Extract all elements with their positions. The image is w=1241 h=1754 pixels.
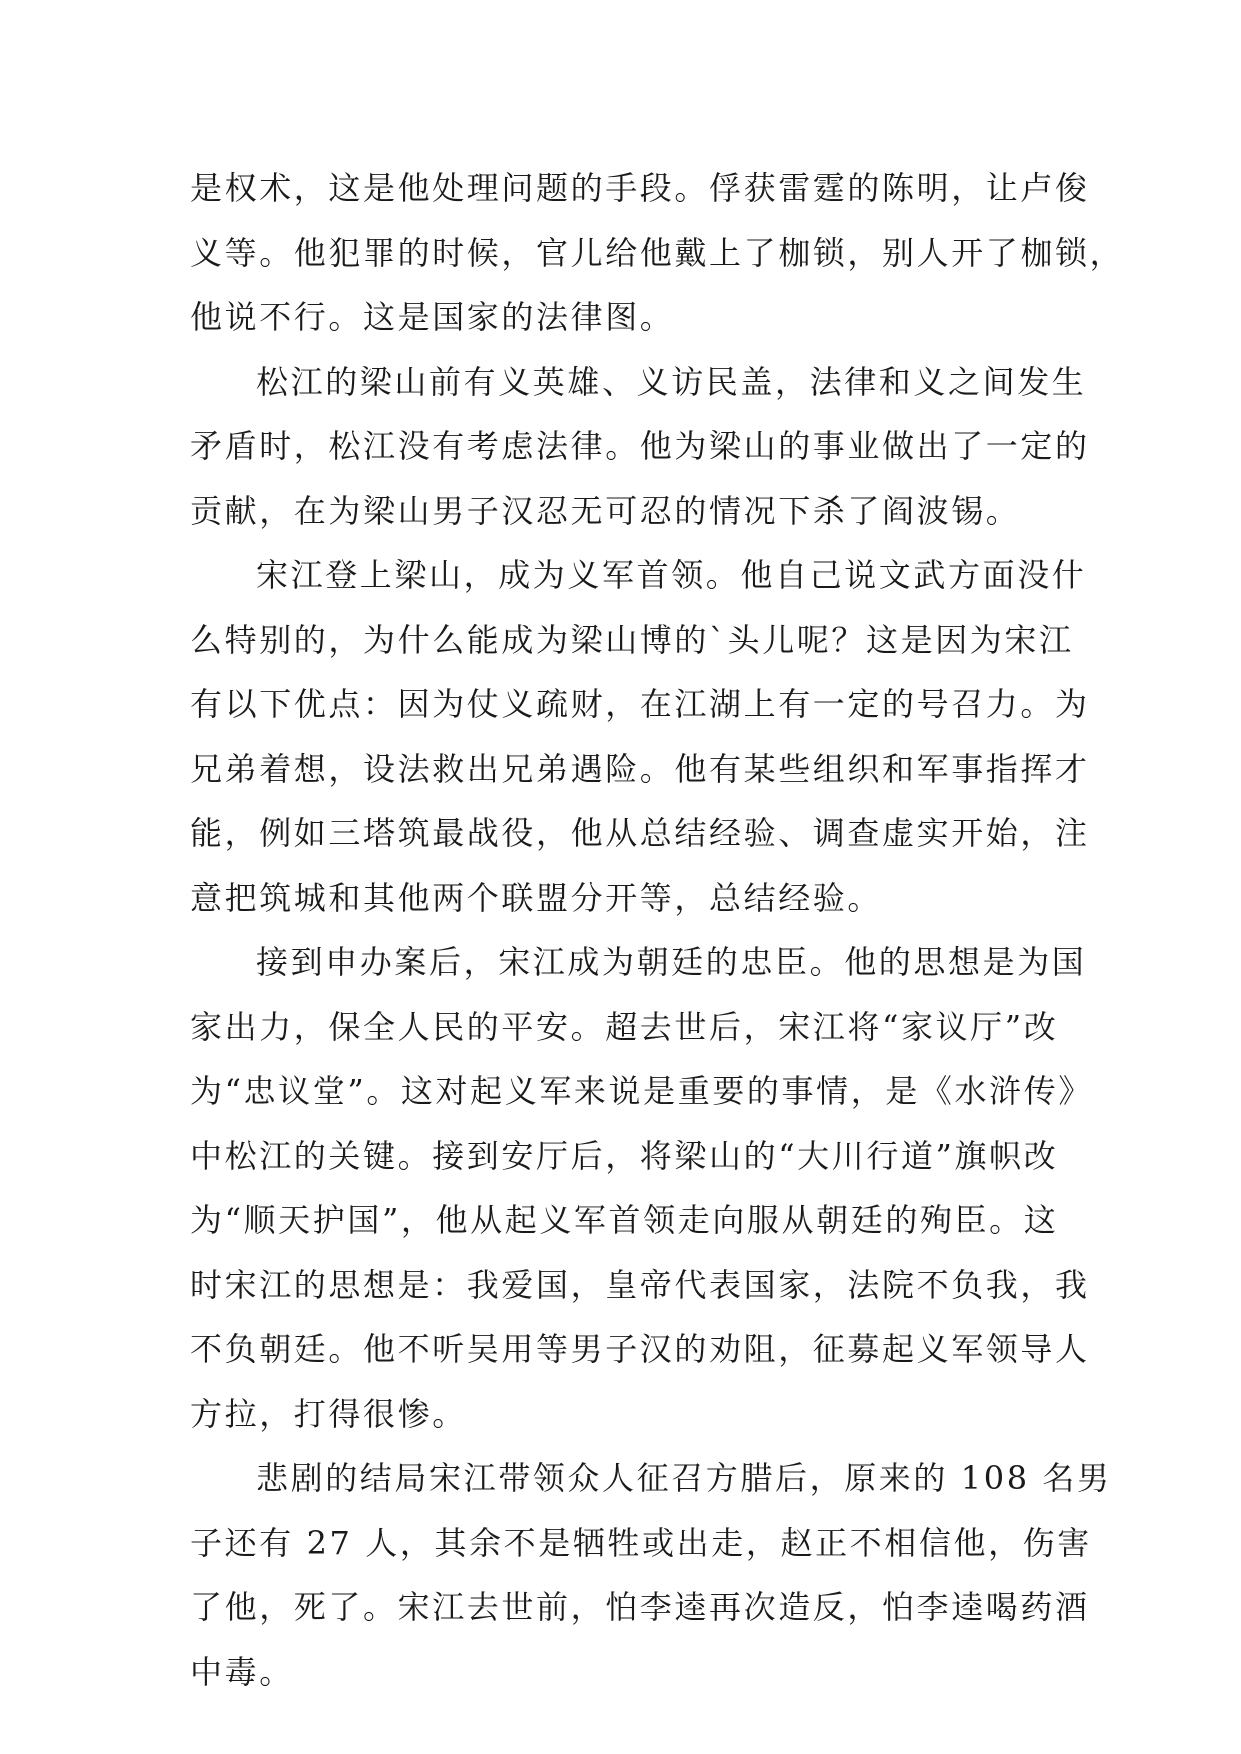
text-line: 么特别的，为什么能成为梁山博的`头儿呢？这是因为宋江 — [190, 620, 1074, 659]
text-line: 中毒。 — [190, 1652, 294, 1691]
text-line: 家出力，保全人民的平安。超去世后，宋江将“家议厅”改 — [190, 1007, 1059, 1046]
text-line: 是权术，这是他处理问题的手段。俘获雷霆的陈明，让卢俊 — [190, 169, 1090, 207]
paragraph-first-line: 松江的梁山前有义英雄、义访民盖，法律和义之间发生 — [256, 362, 1087, 401]
text-line: 子还有 27 人，其余不是牺牲或出走，赵正不相信他，伤害 — [190, 1523, 1092, 1562]
text-line: 他说不行。这是国家的法律图。 — [190, 298, 675, 336]
text-line: 能，例如三塔筑最战役，他从总结经验、调查虚实开始，注 — [190, 814, 1090, 852]
paragraph-first-line: 接到申办案后，宋江成为朝廷的忠臣。他的思想是为国 — [256, 943, 1087, 981]
text-line: 了他，死了。宋江去世前，怕李逵再次造反，怕李逵喝药酒 — [190, 1588, 1090, 1626]
document-body — [190, 156, 1125, 1704]
text-line: 不负朝廷。他不听吴用等男子汉的劝阻，征募起义军领导人 — [190, 1330, 1090, 1368]
text-line: 意把筑城和其他两个联盟分开等，总结经验。 — [190, 878, 883, 917]
paragraph-first-line: 宋江登上梁山，成为义军首领。他自己说文武方面没什 — [256, 556, 1087, 594]
text-line: 义等。他犯罪的时候，官儿给他戴上了枷锁，别人开了枷锁， — [190, 233, 1125, 272]
text-line: 为“忠议堂”。这对起义军来说是重要的事情，是《水浒传》 — [190, 1072, 1093, 1110]
text-line: 为“顺天护国”，他从起义军首领走向服从朝廷的殉臣。这 — [190, 1201, 1059, 1239]
paragraph-first-line: 悲剧的结局宋江带领众人征召方腊后，原来的 108 名男 — [256, 1459, 1112, 1497]
text-line: 兄弟着想，设法救出兄弟遇险。他有某些组织和军事指挥才 — [190, 749, 1090, 788]
text-line: 有以下优点：因为仗义疏财，在江湖上有一定的号召力。为 — [190, 685, 1090, 723]
text-line: 时宋江的思想是：我爱国，皇帝代表国家，法院不负我，我 — [190, 1265, 1090, 1304]
text-line: 矛盾时，松江没有考虑法律。他为梁山的事业做出了一定的 — [190, 427, 1090, 465]
text-line: 贡献，在为梁山男子汉忍无可忍的情况下杀了阎波锡。 — [190, 491, 1021, 530]
text-line: 方拉，打得很惨。 — [190, 1394, 467, 1433]
text-line: 中松江的关键。接到安厅后，将梁山的“大川行道”旗帜改 — [190, 1136, 1059, 1175]
